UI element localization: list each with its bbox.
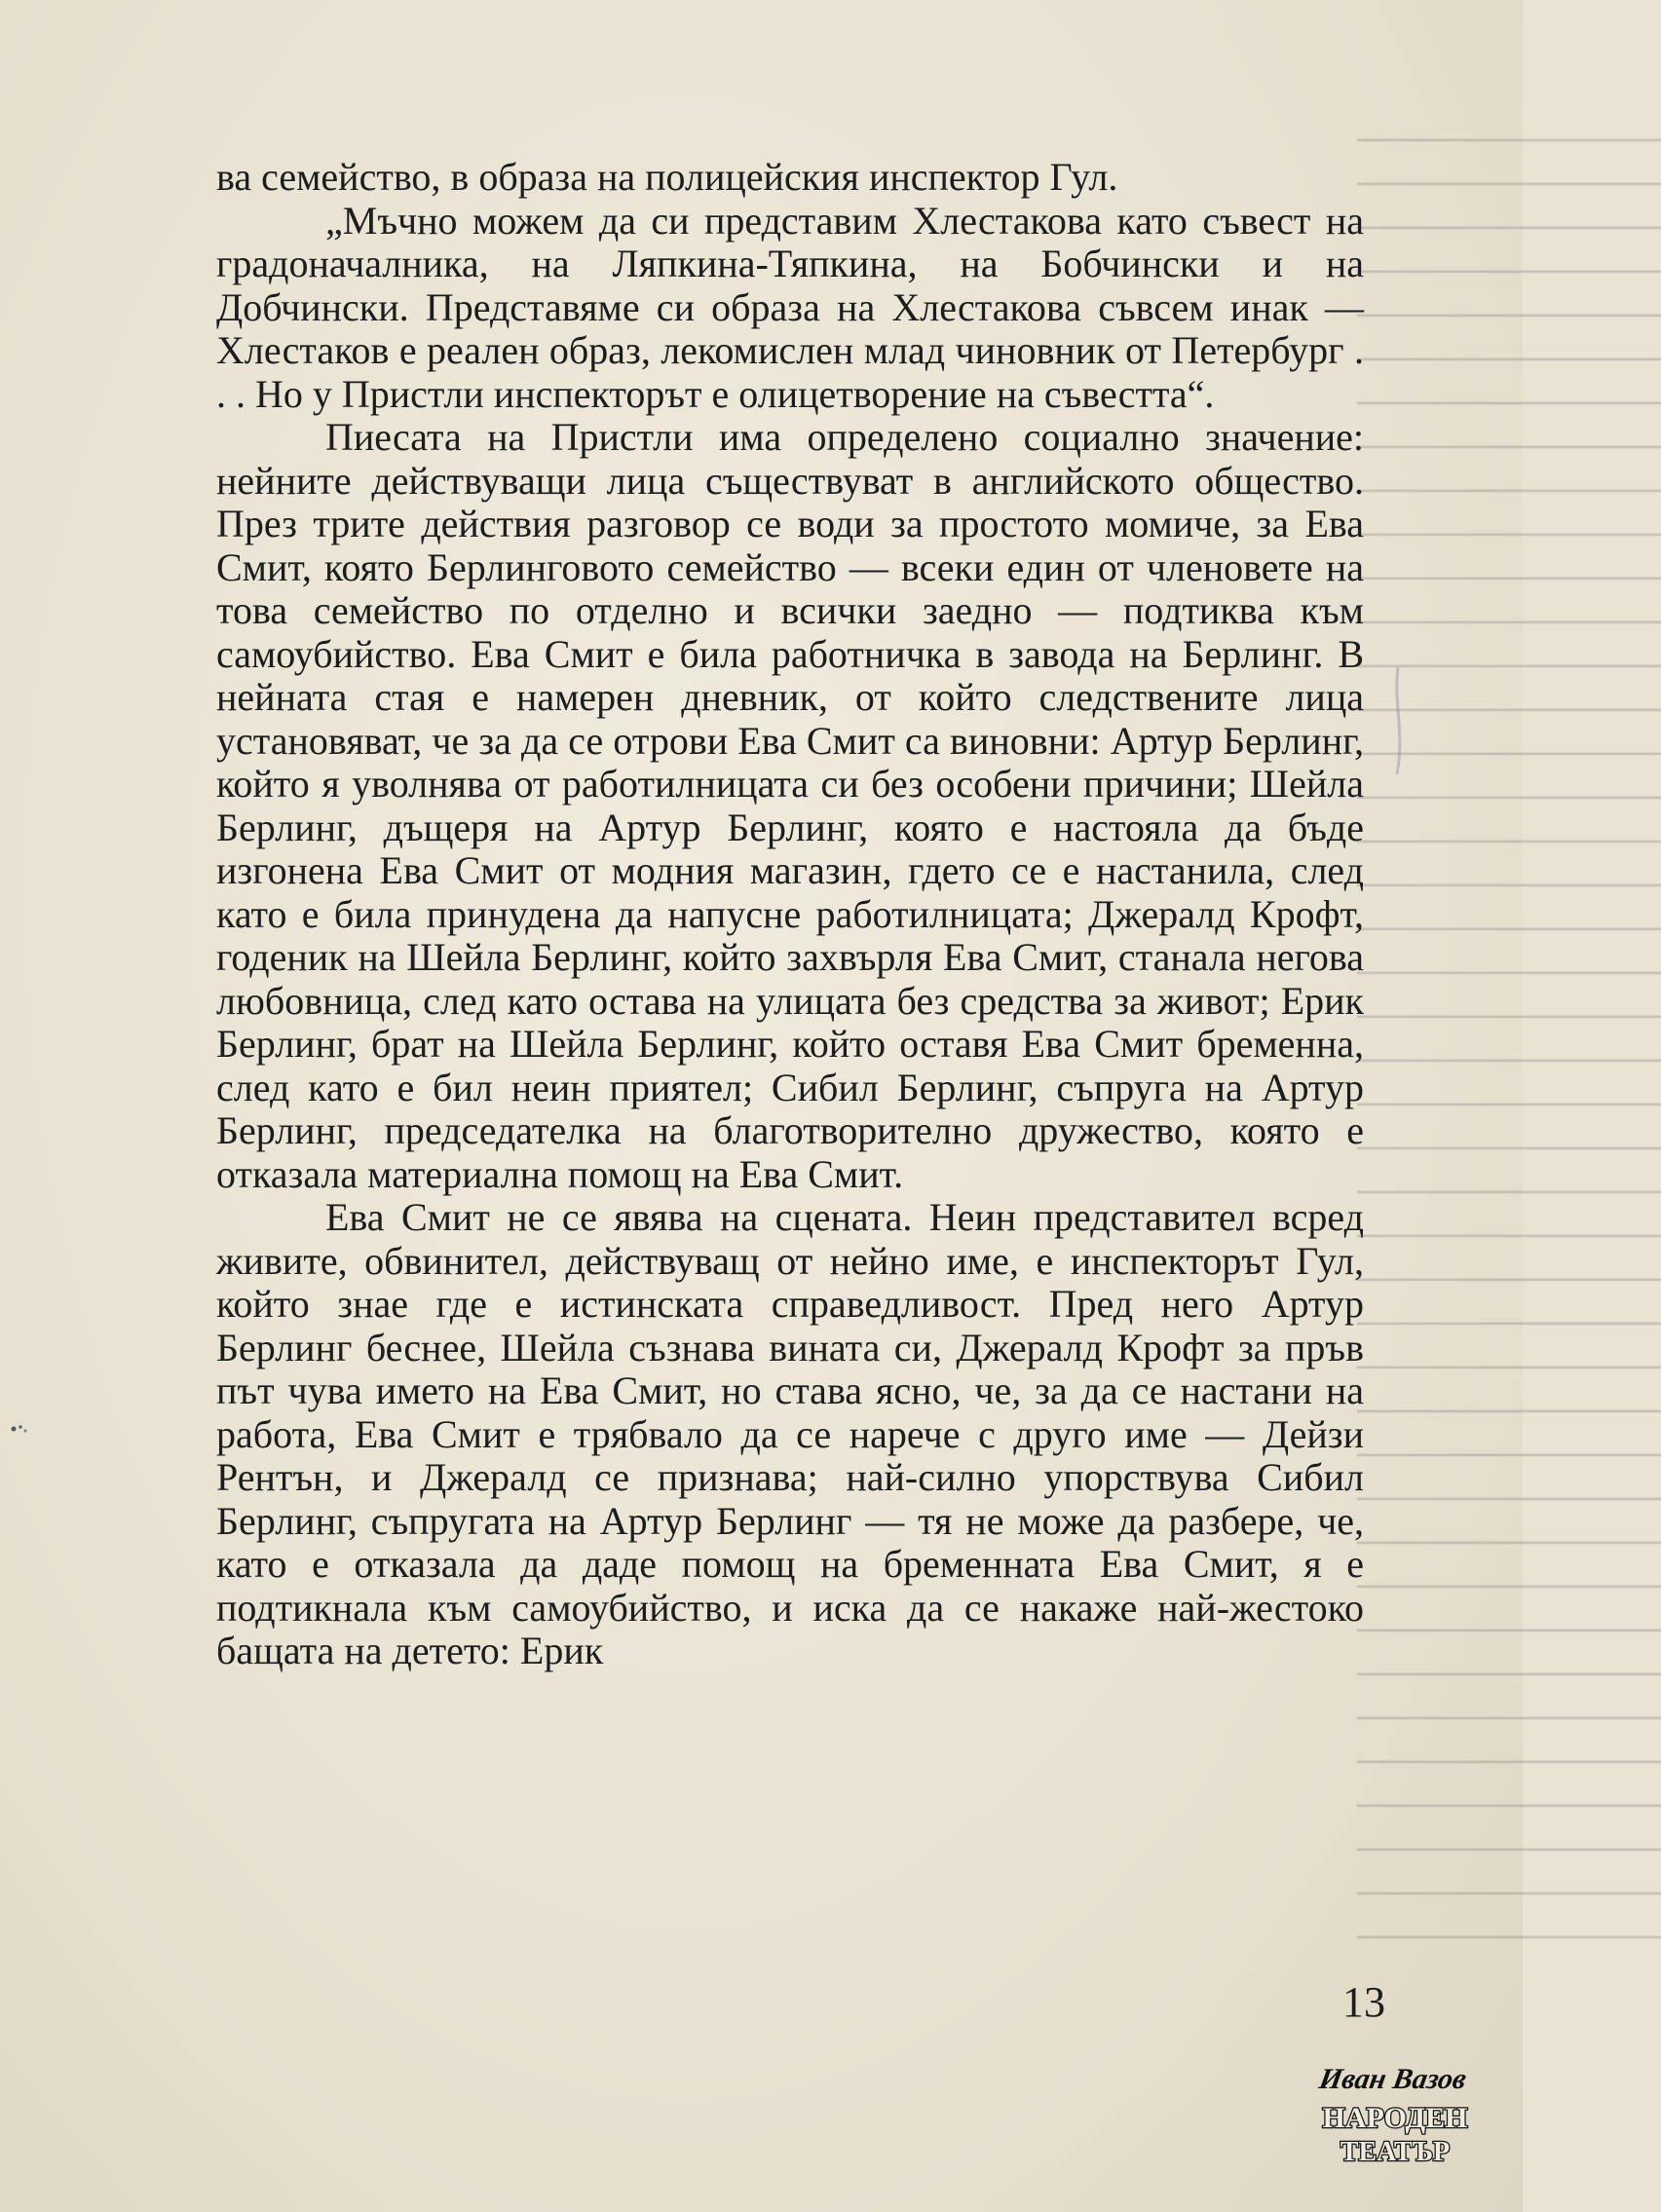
paragraph-4: Ева Смит не се явява на сцената. Неин представител всред живите, обвинител, действуващ от нейно име, е инспекторът Гул, който знае где е истинската справедливост. Пред него Артур Берлинг беснее, Шейла съзнава вината си, Джералд Крофт за пръв път чува името на Ева Смит, но става ясно, че, за да се настани на работа, Ева Смит е трябвало да се нарече с друго име — Дейзи Рентън, и Джералд се признава; най-силно упорствува Сибил Берлинг, съпругата на Артур Берлинг — тя не може да разбере, че, като е отказала да даде помощ на бременната Ева Смит, я е подтикнала към самоубийство, и иска да се накаже най-жестоко бащата на детето: Ерик — [216, 1195, 1364, 1672]
svg-text:ТЕАТЪР: ТЕАТЪР — [1340, 2137, 1451, 2167]
svg-text:НАРОДЕН: НАРОДЕН — [1322, 2102, 1468, 2134]
paragraph-1: ва семейство, в образа на полицейския инспектор Гул. — [216, 155, 1118, 199]
ink-mark — [1383, 662, 1413, 779]
paragraph-3: Пиесата на Пристли има определено социално значение: нейните действуващи лица съществуват в английското общество. През трите действия разговор се води за простото момиче, за Ева Смит, която Берлинговото семейство — всеки един от членовете на това семейство по отделно и всички заедно — подтиква към самоубийство. Ева Смит е била работничка в завода на Берлинг. В нейната стая е намерен дневник, от който следствените лица установяват, че за да се отрови Ева Смит са виновни: Артур Берлинг, който я уволнява от работилницата си без особени причини; Шейла Берлинг, дъщеря на Артур Берлинг, която е настояла да бъде изгонена Ева Смит от модния магазин, гдето се е настанила, след като е била принудена да напусне работилницата; Джералд Крофт, годеник на Шейла Берлинг, който захвърля Ева Смит, станала негова любовница, след като остава на улицата без средства за живот; Ерик Берлинг, брат на Шейла Берлинг, който оставя Ева Смит бременна, след като е бил неин приятел; Сибил Берлинг, съпруга на Артур Берлинг, председателка на благотворително дружество, която е отказала материална помощ на Ева Смит. — [216, 415, 1364, 1196]
body-text — [216, 156, 1364, 1673]
paragraph-quote: „Мъчно можем да си представим Хлестакова като съвест на градоначалника, на Ляпкина-Тяпкина, на Бобчински и на Добчински. Представяме си образа на Хлестакова съвсем инак — Хлестаков е реален образ, лекомислен млад чиновник от Петербург . . . Но у Пристли инспекторът е олицетворение на съвестта“. — [216, 198, 1364, 416]
theatre-stamp-logo — [1307, 2055, 1483, 2172]
page-number: 13 — [1342, 1978, 1385, 2026]
svg-text:Иван Вазов: Иван Вазов — [1316, 2062, 1469, 2095]
bleed-through-text: ─────────── ─────────── ─────────── ─────────── ─────────── ─────────── ─────────── ─────────── ─────────── ─────────── ─────────── ─────────── ─────────── ─────────── ─────────── ─────────── ─────────── ─────────── ─────────── ─────────── ─────────── ─────────── ─────────── ─────────── ─────────── ─────────── ─────────── ─────────── ─────────── ─────────── ─────────── ─────────── ─────────── ─────────── ─────────── ─────────── ─────────── ─────────── ─────────── ─────────── ─────────── ─────────── — [1357, 117, 1661, 1958]
paper-speck — [8, 1422, 31, 1436]
